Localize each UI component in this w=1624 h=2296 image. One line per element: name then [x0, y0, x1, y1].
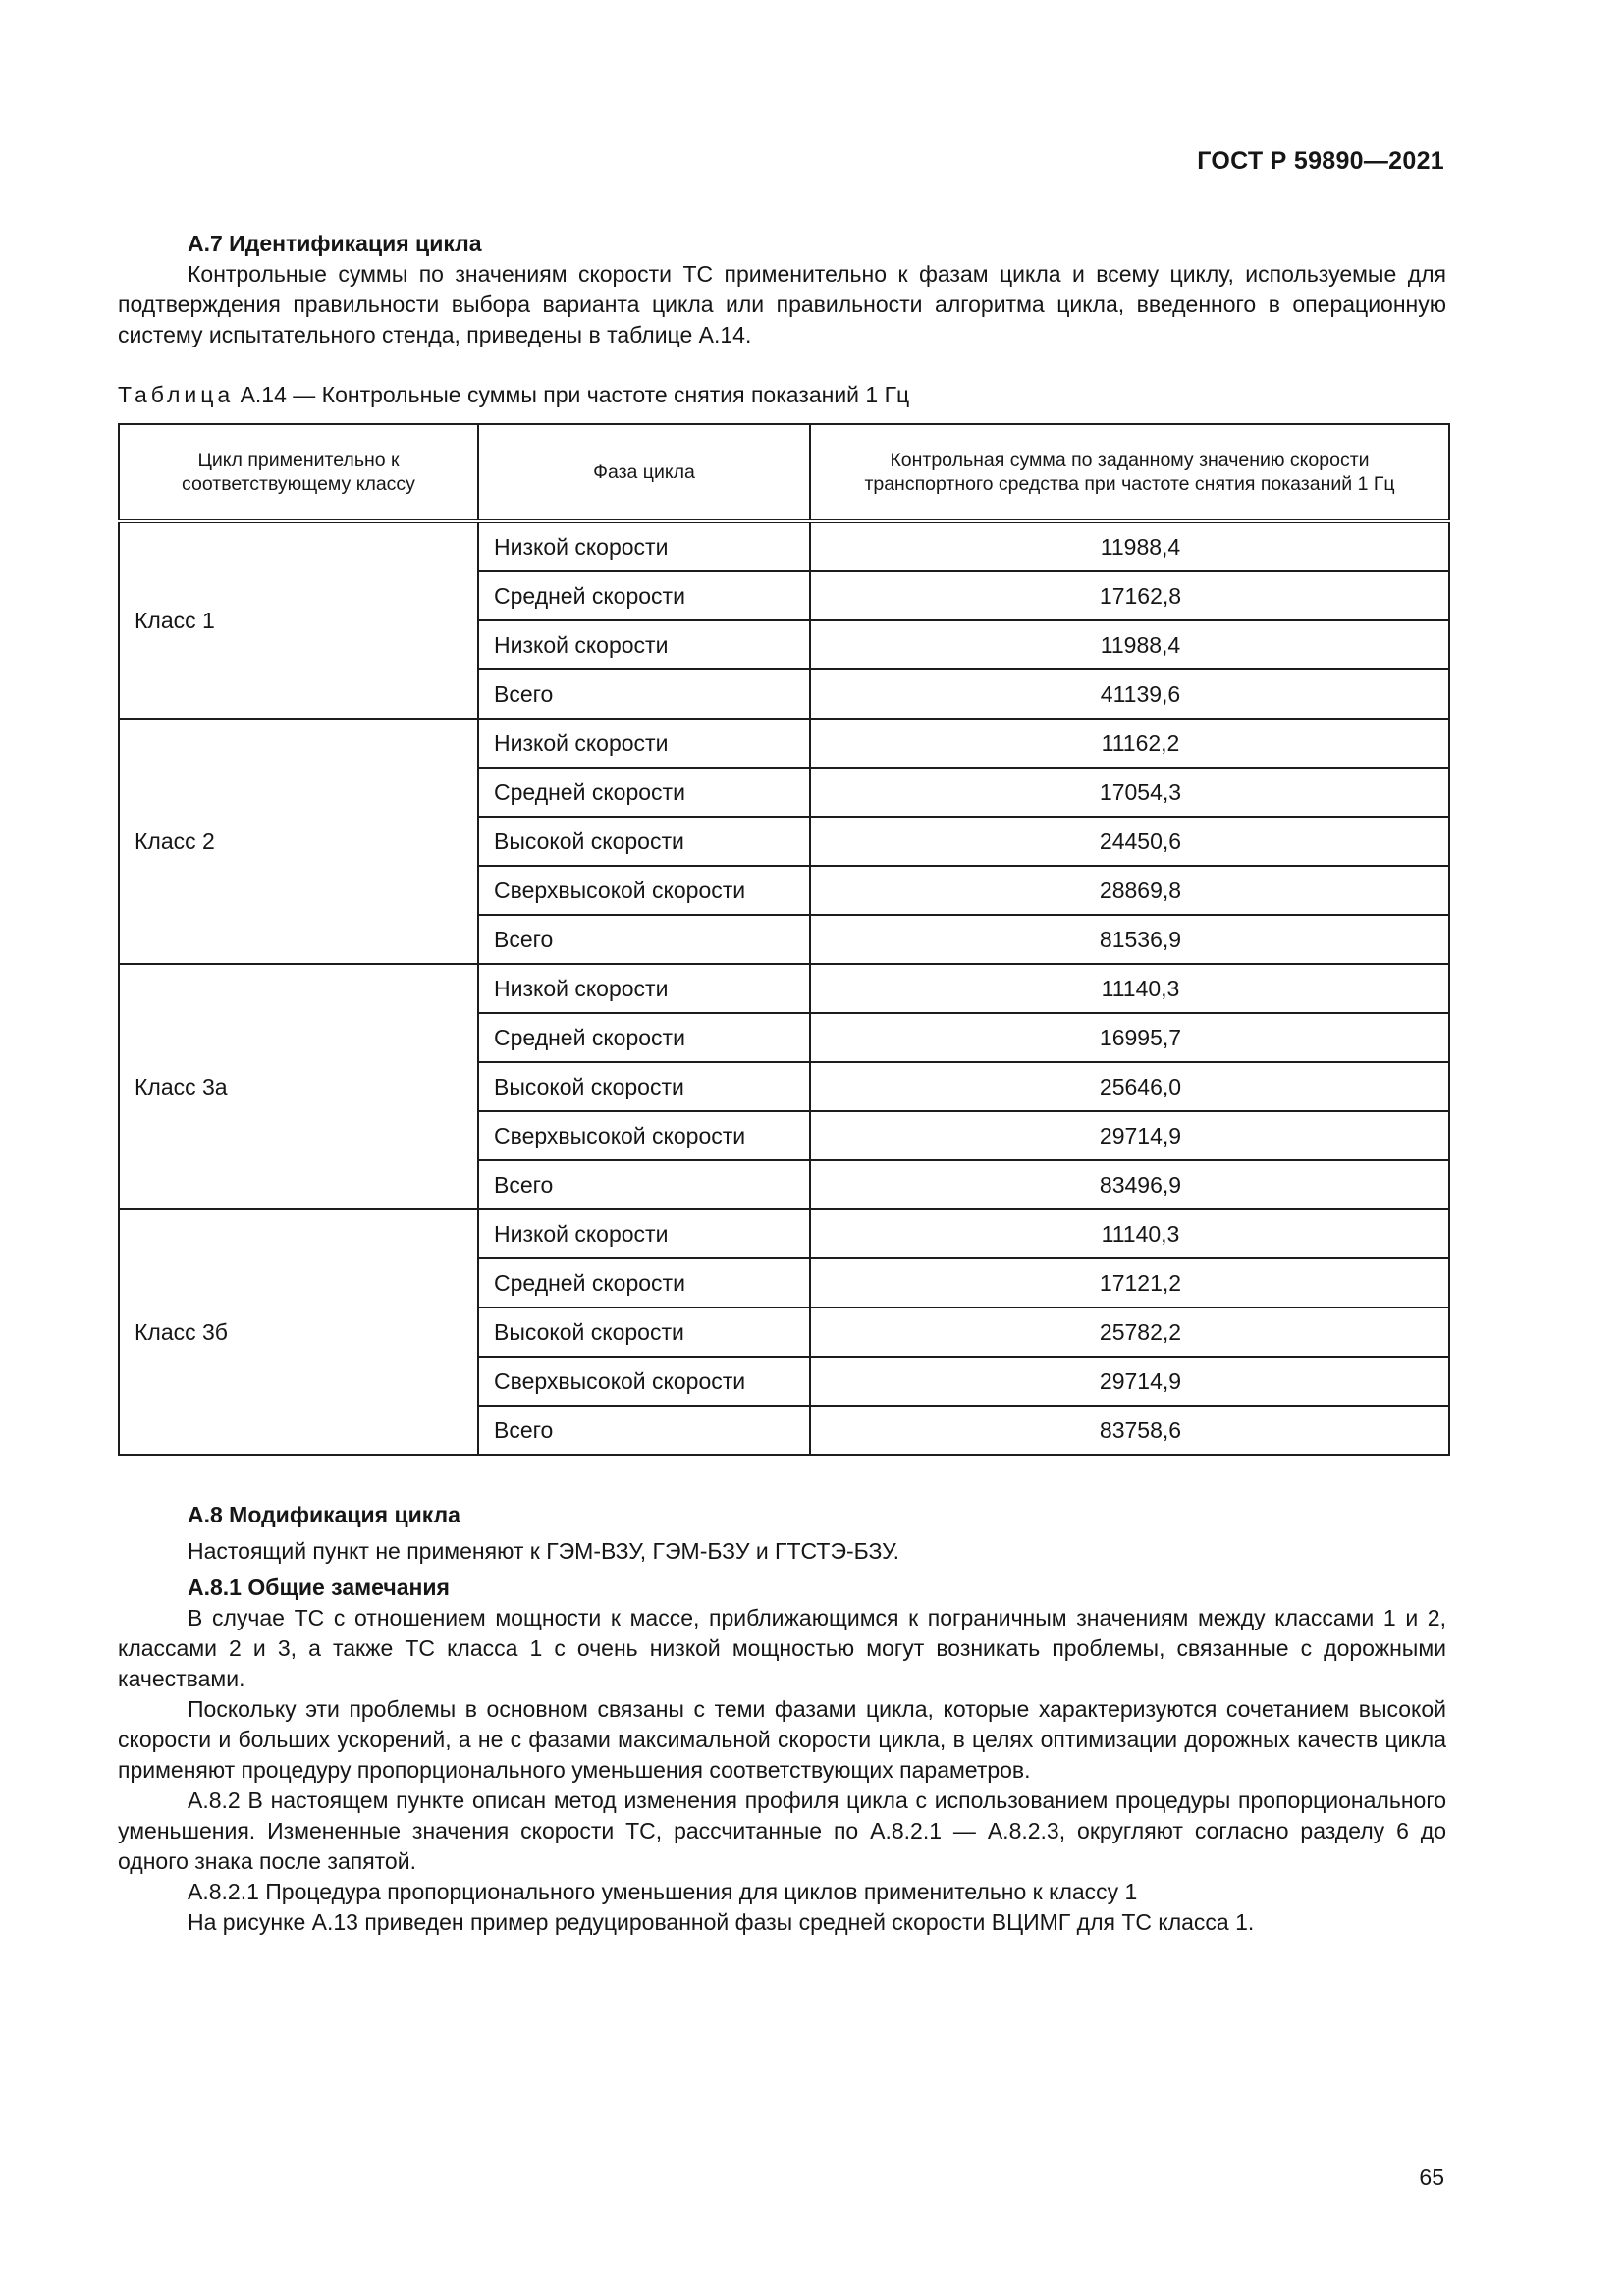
phase-cell: Низкой скорости	[478, 964, 810, 1013]
class-cell: Класс 3а	[119, 964, 478, 1209]
table-caption-prefix: Таблица	[118, 382, 235, 407]
phase-cell: Средней скорости	[478, 1258, 810, 1308]
table-header-row	[119, 424, 1449, 521]
table-caption	[118, 380, 909, 410]
section-a8-intro: Настоящий пункт не применяют к ГЭМ-ВЗУ, ГЭМ-БЗУ и ГТСТЭ-БЗУ.	[188, 1538, 900, 1564]
checksum-value-cell: 17162,8	[810, 571, 1449, 620]
section-a7-paragraph: Контрольные суммы по значениям скорости ТС применительно к фазам цикла и всему циклу, используемые для подтверждения правильности выбора варианта цикла или правильности алгоритма цикла, введенного в операционную систему испытательного стенда, приведены в таблице А.14.	[118, 261, 1446, 347]
table-row	[119, 1209, 1449, 1258]
checksum-value-cell: 11988,4	[810, 521, 1449, 571]
checksum-value-cell: 11988,4	[810, 620, 1449, 669]
checksum-value-cell: 11162,2	[810, 719, 1449, 768]
section-a81-paragraph-2: Поскольку эти проблемы в основном связаны с теми фазами цикла, которые характеризуются сочетанием высокой скорости и больших ускорений, а не с фазами максимальной скорости цикла, в целях оптимизации дорожных качеств цикла применяют процедуру пропорционального уменьшения соответствующих параметров.	[118, 1696, 1446, 1783]
header-class: Цикл применительно к соответствующему классу	[119, 424, 478, 521]
page-number: 65	[1419, 2164, 1444, 2190]
phase-cell: Всего	[478, 669, 810, 719]
section-a8	[118, 1500, 1446, 1938]
checksum-value-cell: 81536,9	[810, 915, 1449, 964]
table-row	[119, 719, 1449, 768]
checksum-value-cell: 25646,0	[810, 1062, 1449, 1111]
class-cell: Класс 2	[119, 719, 478, 964]
phase-cell: Низкой скорости	[478, 620, 810, 669]
checksum-value-cell: 29714,9	[810, 1111, 1449, 1160]
figure-reference-paragraph: На рисунке А.13 приведен пример редуцированной фазы средней скорости ВЦИМГ для ТС класса 1.	[188, 1909, 1255, 1935]
checksum-table	[118, 423, 1450, 1456]
phase-cell: Высокой скорости	[478, 1062, 810, 1111]
section-a7	[118, 229, 1446, 350]
phase-cell: Средней скорости	[478, 768, 810, 817]
section-a821-paragraph: А.8.2.1 Процедура пропорционального уменьшения для циклов применительно к классу 1	[188, 1879, 1138, 1904]
header-phase: Фаза цикла	[478, 424, 810, 521]
section-a81-heading: А.8.1 Общие замечания	[188, 1575, 450, 1600]
section-a82-paragraph: А.8.2 В настоящем пункте описан метод изменения профиля цикла с использованием процедуры пропорционального уменьшения. Измененные значения скорости ТС, рассчитанные по А.8.2.1 — А.8.2.3, округляют согласно разделу 6 до одного знака после запятой.	[118, 1788, 1446, 1874]
class-cell: Класс 1	[119, 521, 478, 719]
phase-cell: Сверхвысокой скорости	[478, 1357, 810, 1406]
phase-cell: Высокой скорости	[478, 1308, 810, 1357]
checksum-value-cell: 24450,6	[810, 817, 1449, 866]
class-cell: Класс 3б	[119, 1209, 478, 1455]
phase-cell: Сверхвысокой скорости	[478, 1111, 810, 1160]
table-row	[119, 521, 1449, 571]
checksum-value-cell: 25782,2	[810, 1308, 1449, 1357]
checksum-value-cell: 11140,3	[810, 964, 1449, 1013]
phase-cell: Низкой скорости	[478, 719, 810, 768]
document-code: ГОСТ Р 59890—2021	[1197, 147, 1444, 175]
table-row	[119, 964, 1449, 1013]
phase-cell: Низкой скорости	[478, 521, 810, 571]
section-a81-paragraph-1: В случае ТС с отношением мощности к массе, приближающимся к пограничным значениям между классами 1 и 2, классами 2 и 3, а также ТС класса 1 с очень низкой мощностью могут возникать проблемы, связанные с дорожными качествами.	[118, 1605, 1446, 1691]
checksum-value-cell: 29714,9	[810, 1357, 1449, 1406]
checksum-value-cell: 17121,2	[810, 1258, 1449, 1308]
phase-cell: Средней скорости	[478, 571, 810, 620]
phase-cell: Всего	[478, 1160, 810, 1209]
section-a8-heading: А.8 Модификация цикла	[188, 1502, 460, 1527]
checksum-value-cell: 16995,7	[810, 1013, 1449, 1062]
phase-cell: Сверхвысокой скорости	[478, 866, 810, 915]
header-checksum: Контрольная сумма по заданному значению скорости транспортного средства при частоте снятия показаний 1 Гц	[810, 424, 1449, 521]
checksum-value-cell: 17054,3	[810, 768, 1449, 817]
table-caption-text: А.14 — Контрольные суммы при частоте снятия показаний 1 Гц	[234, 382, 910, 407]
checksum-value-cell: 83758,6	[810, 1406, 1449, 1455]
phase-cell: Всего	[478, 1406, 810, 1455]
phase-cell: Средней скорости	[478, 1013, 810, 1062]
phase-cell: Всего	[478, 915, 810, 964]
checksum-value-cell: 41139,6	[810, 669, 1449, 719]
checksum-value-cell: 11140,3	[810, 1209, 1449, 1258]
table-body	[119, 521, 1449, 1455]
phase-cell: Низкой скорости	[478, 1209, 810, 1258]
checksum-value-cell: 83496,9	[810, 1160, 1449, 1209]
phase-cell: Высокой скорости	[478, 817, 810, 866]
checksum-value-cell: 28869,8	[810, 866, 1449, 915]
section-a7-heading: А.7 Идентификация цикла	[188, 231, 482, 256]
